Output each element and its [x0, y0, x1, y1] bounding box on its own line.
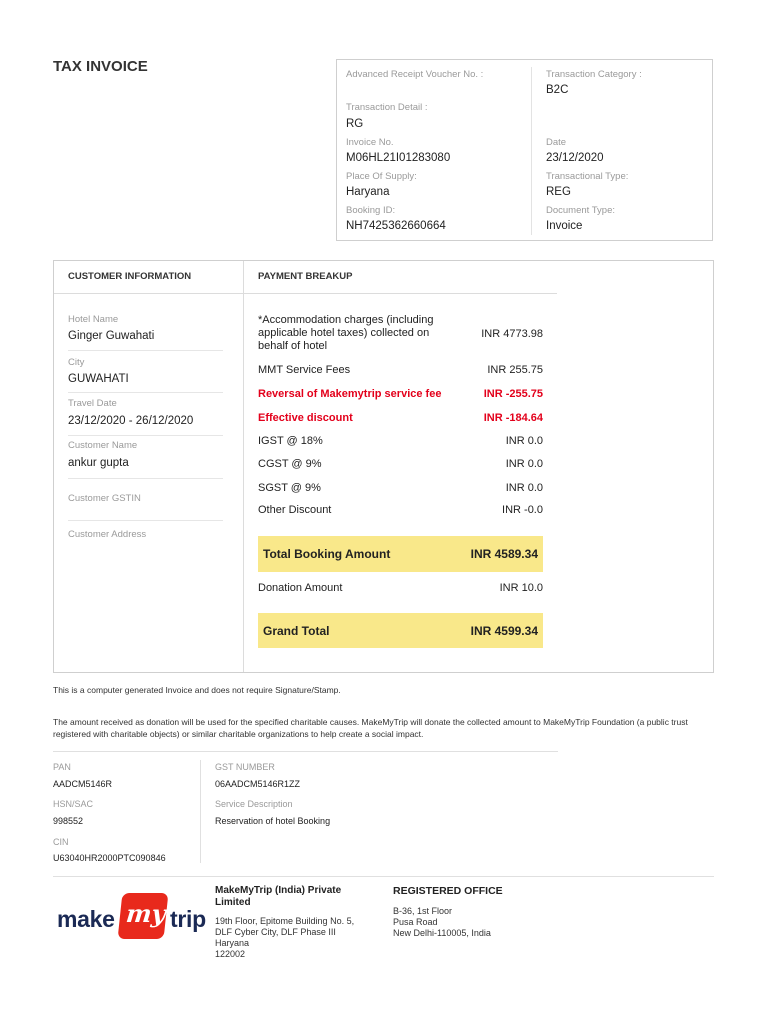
- company-address-line: 122002: [215, 949, 246, 959]
- customer-address-label: Customer Address: [68, 529, 147, 540]
- payment-breakup-heading: PAYMENT BREAKUP: [258, 271, 353, 282]
- igst-label: IGST @ 18%: [258, 435, 323, 447]
- transaction-category-value: B2C: [546, 84, 569, 96]
- logo-my-badge: [118, 893, 169, 939]
- document-type-value: Invoice: [546, 220, 583, 232]
- transactional-type-value: REG: [546, 186, 571, 198]
- logo-my-text: my: [124, 899, 168, 928]
- cin-label: CIN: [53, 837, 69, 847]
- customer-divider: [68, 478, 223, 479]
- pan-label: PAN: [53, 762, 71, 772]
- booking-id-label: Booking ID:: [346, 205, 396, 216]
- registered-office-line: New Delhi-110005, India: [393, 928, 491, 938]
- place-of-supply-label: Place Of Supply:: [346, 171, 417, 182]
- customer-divider: [68, 350, 223, 351]
- transaction-detail-value: RG: [346, 118, 364, 130]
- mmt-service-fees-amount: INR 255.75: [487, 364, 543, 376]
- computer-generated-note: This is a computer generated Invoice and does not require Signature/Stamp.: [53, 685, 341, 695]
- place-of-supply-value: Haryana: [346, 186, 390, 198]
- company-address-line: DLF Cyber City, DLF Phase III: [215, 927, 336, 937]
- transaction-detail-label: Transaction Detail :: [346, 102, 428, 113]
- other-discount-amount: INR -0.0: [502, 504, 543, 516]
- travel-date-label: Travel Date: [68, 398, 117, 409]
- customer-divider: [68, 520, 223, 521]
- booking-id-value: NH7425362660664: [346, 220, 446, 232]
- logo-make-text: make: [57, 906, 115, 932]
- document-type-label: Document Type:: [546, 205, 616, 216]
- date-label: Date: [546, 137, 567, 148]
- column-divider: [243, 261, 244, 672]
- company-address-line: Haryana: [215, 938, 250, 948]
- other-discount-label: Other Discount: [258, 504, 332, 516]
- payment-heading-divider: [243, 293, 557, 294]
- invoice-no-label: Invoice No.: [346, 137, 394, 148]
- customer-gstin-label: Customer GSTIN: [68, 493, 141, 504]
- invoice-no-value: M06HL21I01283080: [346, 152, 451, 164]
- service-description-value: Reservation of hotel Booking: [215, 816, 331, 826]
- accommodation-charges-amount: INR 4773.98: [481, 328, 543, 340]
- advanced-receipt-label: Advanced Receipt Voucher No. :: [346, 69, 484, 80]
- company-name: MakeMyTrip (India) Private Limited: [215, 885, 342, 908]
- effective-discount-label: Effective discount: [258, 412, 353, 424]
- transaction-category-label: Transaction Category :: [546, 69, 642, 80]
- total-booking-label: Total Booking Amount: [263, 547, 391, 561]
- donation-label: Donation Amount: [258, 582, 343, 594]
- donation-note: The amount received as donation will be used for the specified charitable causes. MakeMyTrip will donate the collected amount to MakeMyTrip Foundation (a public trust registered with charitable objects) or similar charitable organizations to help create a social impact.: [53, 717, 688, 739]
- customer-divider: [68, 392, 223, 393]
- customer-divider: [68, 435, 223, 436]
- customer-heading-divider: [54, 293, 243, 294]
- pan-value: AADCM5146R: [53, 779, 113, 789]
- registered-office-line: B-36, 1st Floor: [393, 906, 453, 916]
- logo-trip-text: trip: [170, 906, 206, 932]
- donation-amount: INR 10.0: [499, 582, 543, 594]
- reversal-service-fee-amount: INR -255.75: [483, 388, 543, 400]
- sgst-label: SGST @ 9%: [258, 482, 321, 494]
- header-divider: [531, 67, 532, 235]
- customer-name-value: ankur gupta: [68, 457, 129, 469]
- registered-office-heading: REGISTERED OFFICE: [393, 885, 503, 897]
- page-title: TAX INVOICE: [53, 58, 148, 75]
- grand-total-label: Grand Total: [263, 624, 330, 638]
- registered-office-address: [393, 906, 553, 939]
- travel-date-value: 23/12/2020 - 26/12/2020: [68, 415, 194, 427]
- hsn-sac-value: 998552: [53, 816, 84, 826]
- hotel-name-label: Hotel Name: [68, 314, 119, 325]
- mmt-service-fees-label: MMT Service Fees: [258, 364, 351, 376]
- cgst-amount: INR 0.0: [505, 458, 543, 470]
- grand-total-amount: INR 4599.34: [470, 624, 538, 638]
- gst-number-label: GST NUMBER: [215, 762, 275, 772]
- igst-amount: INR 0.0: [505, 435, 543, 447]
- ids-column-divider: [200, 760, 201, 863]
- cgst-label: CGST @ 9%: [258, 458, 322, 470]
- registered-office-line: Pusa Road: [393, 917, 438, 927]
- sgst-amount: INR 0.0: [505, 482, 543, 494]
- cin-value: U63040HR2000PTC090846: [53, 853, 166, 863]
- reversal-service-fee-label: Reversal of Makemytrip service fee: [258, 388, 442, 400]
- city-label: City: [68, 357, 85, 368]
- company-address: [215, 916, 375, 960]
- gst-number-value: 06AADCM5146R1ZZ: [215, 779, 301, 789]
- date-value: 23/12/2020: [546, 152, 604, 164]
- city-value: GUWAHATI: [68, 373, 129, 385]
- accommodation-charges-label: *Accommodation charges (including applicable hotel taxes) collected on behalf of hotel: [258, 314, 434, 352]
- transactional-type-label: Transactional Type:: [546, 171, 629, 182]
- customer-info-heading: CUSTOMER INFORMATION: [68, 271, 192, 282]
- company-address-line: 19th Floor, Epitome Building No. 5,: [215, 916, 355, 926]
- effective-discount-amount: INR -184.64: [483, 412, 543, 424]
- ids-divider-top: [53, 751, 558, 752]
- hsn-sac-label: HSN/SAC: [53, 799, 94, 809]
- service-description-label: Service Description: [215, 799, 293, 809]
- hotel-name-value: Ginger Guwahati: [68, 330, 155, 342]
- footer-divider: [53, 876, 714, 877]
- customer-name-label: Customer Name: [68, 440, 138, 451]
- total-booking-amount: INR 4589.34: [470, 547, 538, 561]
